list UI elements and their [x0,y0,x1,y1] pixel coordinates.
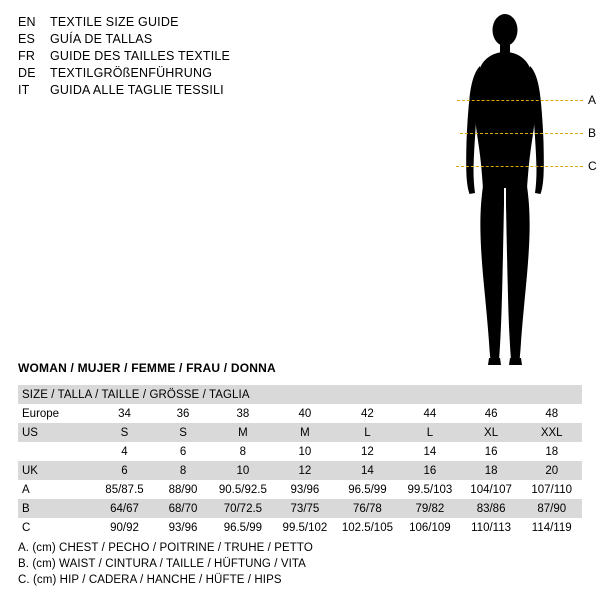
language-row [18,14,318,31]
table-cell: 36 [154,404,211,423]
table-cell: 96.5/99 [336,480,399,499]
measure-line-b [460,133,583,134]
measure-line-c [456,166,583,167]
table-cell: 38 [212,404,274,423]
table-row [18,499,582,518]
table-cell: 10 [274,442,336,461]
size-table [18,385,582,537]
row-label: A [18,480,95,499]
language-code: FR [18,49,36,63]
row-label: B [18,499,95,518]
table-cell: 88/90 [154,480,211,499]
table-cell: XL [461,423,522,442]
table-cell: 99.5/103 [399,480,461,499]
table-cell: 68/70 [154,499,211,518]
table-cell: 102.5/105 [336,518,399,537]
section-title: WOMAN / MUJER / FEMME / FRAU / DONNA [18,361,276,375]
language-header-block [18,14,318,99]
table-cell: 48 [521,404,582,423]
measure-label-b: B [588,126,597,140]
table-cell: 16 [399,461,461,480]
table-cell: 8 [212,442,274,461]
table-cell: 14 [336,461,399,480]
table-cell: 44 [399,404,461,423]
language-title: GUIDA ALLE TAGLIE TESSILI [50,83,224,97]
language-code: IT [18,83,30,97]
table-cell: S [154,423,211,442]
table-row [18,404,582,423]
table-header-label: SIZE / TALLA / TAILLE / GRÖSSE / TAGLIA [18,385,582,404]
table-row [18,461,582,480]
table-row [18,442,582,461]
row-label: US [18,423,95,442]
table-cell: 12 [336,442,399,461]
table-row [18,480,582,499]
row-label: C [18,518,95,537]
language-row [18,48,318,65]
table-cell: L [399,423,461,442]
language-title: GUÍA DE TALLAS [50,32,153,46]
measure-label-a: A [588,93,597,107]
table-cell: 79/82 [399,499,461,518]
table-cell: 14 [399,442,461,461]
table-cell: 16 [461,442,522,461]
table-cell: 90/92 [95,518,155,537]
table-cell: 104/107 [461,480,522,499]
table-cell: 40 [274,404,336,423]
female-body-silhouette-icon [450,8,560,368]
table-cell: 93/96 [274,480,336,499]
language-row [18,31,318,48]
table-cell: 107/110 [521,480,582,499]
language-row [18,82,318,99]
language-row [18,65,318,82]
table-cell: 85/87.5 [95,480,155,499]
table-cell: 42 [336,404,399,423]
table-cell: XXL [521,423,582,442]
table-cell: 18 [521,442,582,461]
legend-item-c: C. (cm) HIP / CADERA / HANCHE / HÜFTE / HIPS [18,574,282,586]
language-code: EN [18,15,36,29]
table-cell: 99.5/102 [274,518,336,537]
language-code: DE [18,66,36,80]
table-cell: 64/67 [95,499,155,518]
table-cell: 46 [461,404,522,423]
table-cell: 110/113 [461,518,522,537]
language-title: TEXTILE SIZE GUIDE [50,15,179,29]
table-cell: M [212,423,274,442]
table-cell: S [95,423,155,442]
measure-line-a [457,100,583,101]
table-cell: 90.5/92.5 [212,480,274,499]
measurement-legend [18,540,313,588]
table-cell: M [274,423,336,442]
table-row [18,518,582,537]
language-title: TEXTILGRÖßENFÜHRUNG [50,66,213,80]
table-cell: 73/75 [274,499,336,518]
table-cell: 6 [154,442,211,461]
language-code: ES [18,32,36,46]
table-cell: 12 [274,461,336,480]
table-header-row [18,385,582,404]
table-row [18,423,582,442]
table-cell: 83/86 [461,499,522,518]
table-cell: 96.5/99 [212,518,274,537]
table-cell: 8 [154,461,211,480]
row-label: Europe [18,404,95,423]
table-cell: 114/119 [521,518,582,537]
table-cell: 93/96 [154,518,211,537]
table-cell: 10 [212,461,274,480]
table-cell: 4 [95,442,155,461]
table-cell: 70/72.5 [212,499,274,518]
table-cell: 18 [461,461,522,480]
language-title: GUIDE DES TAILLES TEXTILE [50,49,231,63]
table-cell: 106/109 [399,518,461,537]
table-cell: 6 [95,461,155,480]
row-label [18,442,95,461]
legend-item-b: B. (cm) WAIST / CINTURA / TAILLE / HÜFTUNG / VITA [18,558,306,570]
table-cell: 76/78 [336,499,399,518]
legend-item-a: A. (cm) CHEST / PECHO / POITRINE / TRUHE / PETTO [18,542,313,554]
row-label: UK [18,461,95,480]
table-cell: L [336,423,399,442]
table-cell: 34 [95,404,155,423]
table-cell: 87/90 [521,499,582,518]
table-cell: 20 [521,461,582,480]
figure-area [400,0,600,375]
measure-label-c: C [588,159,597,173]
